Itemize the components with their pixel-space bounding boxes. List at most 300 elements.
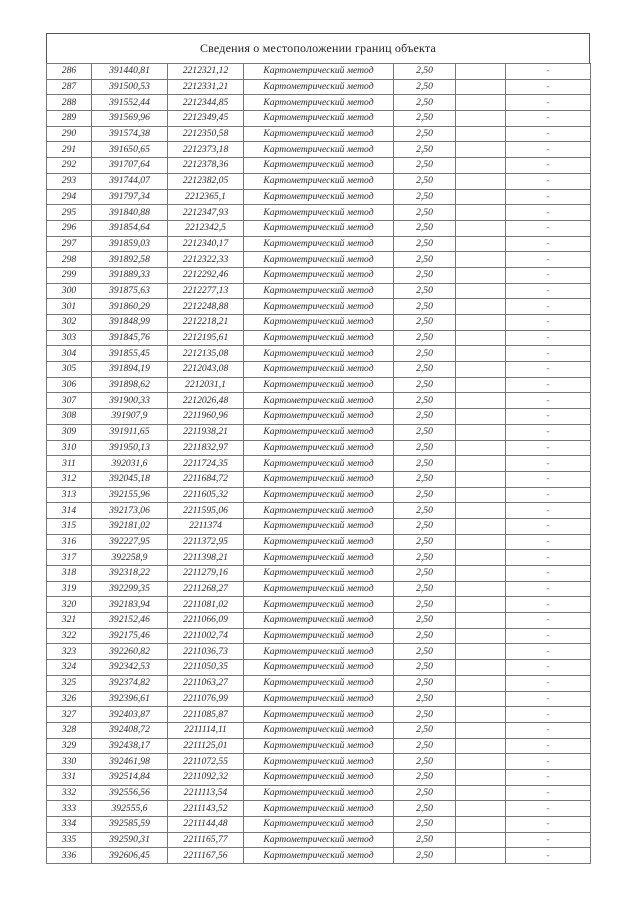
table-row xyxy=(47,613,591,629)
table-row xyxy=(47,817,591,833)
dash-cell: - xyxy=(506,832,591,848)
table-row xyxy=(47,644,591,660)
y-coordinate-cell: 2212292,46 xyxy=(168,267,244,283)
y-coordinate-cell: 2211002,74 xyxy=(168,628,244,644)
dash-cell: - xyxy=(506,252,591,268)
x-coordinate-cell: 392461,98 xyxy=(92,754,168,770)
empty-cell xyxy=(456,111,506,127)
accuracy-cell: 2,50 xyxy=(394,832,456,848)
dash-cell: - xyxy=(506,158,591,174)
dash-cell: - xyxy=(506,817,591,833)
x-coordinate-cell: 392403,87 xyxy=(92,707,168,723)
y-coordinate-cell: 2212321,12 xyxy=(168,64,244,80)
point-number-cell: 318 xyxy=(47,566,92,582)
y-coordinate-cell: 2212031,1 xyxy=(168,377,244,393)
x-coordinate-cell: 391797,34 xyxy=(92,189,168,205)
x-coordinate-cell: 392258,9 xyxy=(92,550,168,566)
y-coordinate-cell: 2211832,97 xyxy=(168,440,244,456)
method-cell: Картометрический метод xyxy=(244,550,394,566)
dash-cell: - xyxy=(506,79,591,95)
empty-cell xyxy=(456,236,506,252)
y-coordinate-cell: 2211960,96 xyxy=(168,409,244,425)
x-coordinate-cell: 391950,13 xyxy=(92,440,168,456)
table-row xyxy=(47,566,591,582)
table-row xyxy=(47,362,591,378)
table-row xyxy=(47,173,591,189)
x-coordinate-cell: 391744,07 xyxy=(92,173,168,189)
accuracy-cell: 2,50 xyxy=(394,142,456,158)
point-number-cell: 305 xyxy=(47,362,92,378)
x-coordinate-cell: 391911,65 xyxy=(92,424,168,440)
y-coordinate-cell: 2211076,99 xyxy=(168,691,244,707)
table-row xyxy=(47,471,591,487)
x-coordinate-cell: 392342,53 xyxy=(92,660,168,676)
y-coordinate-cell: 2211085,87 xyxy=(168,707,244,723)
point-number-cell: 315 xyxy=(47,518,92,534)
point-number-cell: 328 xyxy=(47,722,92,738)
table-row xyxy=(47,503,591,519)
accuracy-cell: 2,50 xyxy=(394,518,456,534)
empty-cell xyxy=(456,518,506,534)
dash-cell: - xyxy=(506,691,591,707)
table-row xyxy=(47,848,591,864)
table-row xyxy=(47,597,591,613)
accuracy-cell: 2,50 xyxy=(394,346,456,362)
dash-cell: - xyxy=(506,362,591,378)
empty-cell xyxy=(456,283,506,299)
dash-cell: - xyxy=(506,644,591,660)
point-number-cell: 304 xyxy=(47,346,92,362)
y-coordinate-cell: 2211072,55 xyxy=(168,754,244,770)
empty-cell xyxy=(456,660,506,676)
empty-cell xyxy=(456,424,506,440)
dash-cell: - xyxy=(506,440,591,456)
table-row xyxy=(47,487,591,503)
table-row xyxy=(47,236,591,252)
accuracy-cell: 2,50 xyxy=(394,691,456,707)
empty-cell xyxy=(456,769,506,785)
point-number-cell: 292 xyxy=(47,158,92,174)
coordinates-table xyxy=(46,63,591,864)
x-coordinate-cell: 392173,06 xyxy=(92,503,168,519)
table-row xyxy=(47,801,591,817)
table-row xyxy=(47,550,591,566)
point-number-cell: 326 xyxy=(47,691,92,707)
method-cell: Картометрический метод xyxy=(244,644,394,660)
empty-cell xyxy=(456,785,506,801)
method-cell: Картометрический метод xyxy=(244,675,394,691)
document-sheet xyxy=(46,33,590,864)
accuracy-cell: 2,50 xyxy=(394,111,456,127)
point-number-cell: 333 xyxy=(47,801,92,817)
y-coordinate-cell: 2212344,85 xyxy=(168,95,244,111)
x-coordinate-cell: 392318,22 xyxy=(92,566,168,582)
dash-cell: - xyxy=(506,769,591,785)
dash-cell: - xyxy=(506,299,591,315)
empty-cell xyxy=(456,707,506,723)
y-coordinate-cell: 2211092,32 xyxy=(168,769,244,785)
accuracy-cell: 2,50 xyxy=(394,64,456,80)
table-row xyxy=(47,346,591,362)
x-coordinate-cell: 392556,56 xyxy=(92,785,168,801)
accuracy-cell: 2,50 xyxy=(394,769,456,785)
method-cell: Картометрический метод xyxy=(244,95,394,111)
empty-cell xyxy=(456,158,506,174)
x-coordinate-cell: 392227,95 xyxy=(92,534,168,550)
method-cell: Картометрический метод xyxy=(244,220,394,236)
empty-cell xyxy=(456,189,506,205)
method-cell: Картометрический метод xyxy=(244,126,394,142)
point-number-cell: 334 xyxy=(47,817,92,833)
y-coordinate-cell: 2211167,56 xyxy=(168,848,244,864)
point-number-cell: 308 xyxy=(47,409,92,425)
method-cell: Картометрический метод xyxy=(244,330,394,346)
empty-cell xyxy=(456,173,506,189)
empty-cell xyxy=(456,315,506,331)
method-cell: Картометрический метод xyxy=(244,158,394,174)
x-coordinate-cell: 392606,45 xyxy=(92,848,168,864)
point-number-cell: 335 xyxy=(47,832,92,848)
x-coordinate-cell: 392260,82 xyxy=(92,644,168,660)
method-cell: Картометрический метод xyxy=(244,440,394,456)
y-coordinate-cell: 2212340,17 xyxy=(168,236,244,252)
accuracy-cell: 2,50 xyxy=(394,817,456,833)
y-coordinate-cell: 2211595,06 xyxy=(168,503,244,519)
x-coordinate-cell: 391900,33 xyxy=(92,393,168,409)
dash-cell: - xyxy=(506,267,591,283)
x-coordinate-cell: 392514,84 xyxy=(92,769,168,785)
dash-cell: - xyxy=(506,471,591,487)
point-number-cell: 301 xyxy=(47,299,92,315)
method-cell: Картометрический метод xyxy=(244,503,394,519)
accuracy-cell: 2,50 xyxy=(394,315,456,331)
empty-cell xyxy=(456,299,506,315)
x-coordinate-cell: 391500,53 xyxy=(92,79,168,95)
point-number-cell: 311 xyxy=(47,456,92,472)
point-number-cell: 298 xyxy=(47,252,92,268)
empty-cell xyxy=(456,628,506,644)
accuracy-cell: 2,50 xyxy=(394,236,456,252)
method-cell: Картометрический метод xyxy=(244,534,394,550)
method-cell: Картометрический метод xyxy=(244,801,394,817)
dash-cell: - xyxy=(506,173,591,189)
coordinates-table-body xyxy=(47,64,591,864)
accuracy-cell: 2,50 xyxy=(394,785,456,801)
accuracy-cell: 2,50 xyxy=(394,299,456,315)
dash-cell: - xyxy=(506,346,591,362)
y-coordinate-cell: 2211372,95 xyxy=(168,534,244,550)
accuracy-cell: 2,50 xyxy=(394,95,456,111)
method-cell: Картометрический метод xyxy=(244,707,394,723)
empty-cell xyxy=(456,801,506,817)
accuracy-cell: 2,50 xyxy=(394,613,456,629)
y-coordinate-cell: 2212347,93 xyxy=(168,205,244,221)
empty-cell xyxy=(456,64,506,80)
method-cell: Картометрический метод xyxy=(244,456,394,472)
table-row xyxy=(47,377,591,393)
table-row xyxy=(47,581,591,597)
method-cell: Картометрический метод xyxy=(244,613,394,629)
point-number-cell: 288 xyxy=(47,95,92,111)
dash-cell: - xyxy=(506,330,591,346)
accuracy-cell: 2,50 xyxy=(394,503,456,519)
accuracy-cell: 2,50 xyxy=(394,220,456,236)
point-number-cell: 316 xyxy=(47,534,92,550)
dash-cell: - xyxy=(506,205,591,221)
empty-cell xyxy=(456,409,506,425)
dash-cell: - xyxy=(506,848,591,864)
accuracy-cell: 2,50 xyxy=(394,597,456,613)
table-row xyxy=(47,660,591,676)
x-coordinate-cell: 392031,6 xyxy=(92,456,168,472)
accuracy-cell: 2,50 xyxy=(394,189,456,205)
empty-cell xyxy=(456,722,506,738)
dash-cell: - xyxy=(506,393,591,409)
table-row xyxy=(47,142,591,158)
empty-cell xyxy=(456,675,506,691)
point-number-cell: 299 xyxy=(47,267,92,283)
method-cell: Картометрический метод xyxy=(244,362,394,378)
point-number-cell: 297 xyxy=(47,236,92,252)
x-coordinate-cell: 392181,02 xyxy=(92,518,168,534)
dash-cell: - xyxy=(506,503,591,519)
y-coordinate-cell: 2211036,73 xyxy=(168,644,244,660)
empty-cell xyxy=(456,503,506,519)
table-row xyxy=(47,534,591,550)
accuracy-cell: 2,50 xyxy=(394,173,456,189)
accuracy-cell: 2,50 xyxy=(394,126,456,142)
dash-cell: - xyxy=(506,581,591,597)
x-coordinate-cell: 391894,19 xyxy=(92,362,168,378)
y-coordinate-cell: 2212342,5 xyxy=(168,220,244,236)
point-number-cell: 317 xyxy=(47,550,92,566)
table-row xyxy=(47,785,591,801)
dash-cell: - xyxy=(506,424,591,440)
table-row xyxy=(47,299,591,315)
point-number-cell: 295 xyxy=(47,205,92,221)
y-coordinate-cell: 2211050,35 xyxy=(168,660,244,676)
empty-cell xyxy=(456,330,506,346)
x-coordinate-cell: 391440,81 xyxy=(92,64,168,80)
dash-cell: - xyxy=(506,456,591,472)
point-number-cell: 319 xyxy=(47,581,92,597)
accuracy-cell: 2,50 xyxy=(394,675,456,691)
method-cell: Картометрический метод xyxy=(244,79,394,95)
x-coordinate-cell: 391854,64 xyxy=(92,220,168,236)
method-cell: Картометрический метод xyxy=(244,487,394,503)
x-coordinate-cell: 391907,9 xyxy=(92,409,168,425)
y-coordinate-cell: 2211724,35 xyxy=(168,456,244,472)
dash-cell: - xyxy=(506,220,591,236)
accuracy-cell: 2,50 xyxy=(394,738,456,754)
y-coordinate-cell: 2211268,27 xyxy=(168,581,244,597)
dash-cell: - xyxy=(506,707,591,723)
method-cell: Картометрический метод xyxy=(244,111,394,127)
x-coordinate-cell: 392175,46 xyxy=(92,628,168,644)
table-row xyxy=(47,283,591,299)
table-row xyxy=(47,330,591,346)
empty-cell xyxy=(456,754,506,770)
dash-cell: - xyxy=(506,95,591,111)
method-cell: Картометрический метод xyxy=(244,581,394,597)
accuracy-cell: 2,50 xyxy=(394,534,456,550)
empty-cell xyxy=(456,832,506,848)
x-coordinate-cell: 391892,58 xyxy=(92,252,168,268)
accuracy-cell: 2,50 xyxy=(394,848,456,864)
table-row xyxy=(47,424,591,440)
point-number-cell: 313 xyxy=(47,487,92,503)
accuracy-cell: 2,50 xyxy=(394,754,456,770)
table-row xyxy=(47,111,591,127)
y-coordinate-cell: 2212043,08 xyxy=(168,362,244,378)
x-coordinate-cell: 391898,62 xyxy=(92,377,168,393)
table-row xyxy=(47,691,591,707)
accuracy-cell: 2,50 xyxy=(394,267,456,283)
dash-cell: - xyxy=(506,518,591,534)
accuracy-cell: 2,50 xyxy=(394,158,456,174)
point-number-cell: 300 xyxy=(47,283,92,299)
x-coordinate-cell: 391860,29 xyxy=(92,299,168,315)
dash-cell: - xyxy=(506,315,591,331)
accuracy-cell: 2,50 xyxy=(394,456,456,472)
point-number-cell: 336 xyxy=(47,848,92,864)
empty-cell xyxy=(456,346,506,362)
method-cell: Картометрический метод xyxy=(244,471,394,487)
accuracy-cell: 2,50 xyxy=(394,409,456,425)
table-row xyxy=(47,315,591,331)
y-coordinate-cell: 2211684,72 xyxy=(168,471,244,487)
point-number-cell: 303 xyxy=(47,330,92,346)
x-coordinate-cell: 392045,18 xyxy=(92,471,168,487)
accuracy-cell: 2,50 xyxy=(394,566,456,582)
y-coordinate-cell: 2212331,21 xyxy=(168,79,244,95)
x-coordinate-cell: 391855,45 xyxy=(92,346,168,362)
dash-cell: - xyxy=(506,487,591,503)
table-row xyxy=(47,409,591,425)
x-coordinate-cell: 391889,33 xyxy=(92,267,168,283)
x-coordinate-cell: 392438,17 xyxy=(92,738,168,754)
y-coordinate-cell: 2211165,77 xyxy=(168,832,244,848)
y-coordinate-cell: 2212218,21 xyxy=(168,315,244,331)
point-number-cell: 287 xyxy=(47,79,92,95)
y-coordinate-cell: 2212195,61 xyxy=(168,330,244,346)
point-number-cell: 330 xyxy=(47,754,92,770)
point-number-cell: 322 xyxy=(47,628,92,644)
dash-cell: - xyxy=(506,236,591,252)
x-coordinate-cell: 391848,99 xyxy=(92,315,168,331)
method-cell: Картометрический метод xyxy=(244,173,394,189)
x-coordinate-cell: 392590,31 xyxy=(92,832,168,848)
table-row xyxy=(47,675,591,691)
method-cell: Картометрический метод xyxy=(244,283,394,299)
dash-cell: - xyxy=(506,534,591,550)
empty-cell xyxy=(456,848,506,864)
y-coordinate-cell: 2211398,21 xyxy=(168,550,244,566)
accuracy-cell: 2,50 xyxy=(394,487,456,503)
method-cell: Картометрический метод xyxy=(244,299,394,315)
point-number-cell: 321 xyxy=(47,613,92,629)
x-coordinate-cell: 391875,63 xyxy=(92,283,168,299)
accuracy-cell: 2,50 xyxy=(394,252,456,268)
x-coordinate-cell: 391840,88 xyxy=(92,205,168,221)
table-row xyxy=(47,518,591,534)
x-coordinate-cell: 391859,03 xyxy=(92,236,168,252)
y-coordinate-cell: 2212277,13 xyxy=(168,283,244,299)
dash-cell: - xyxy=(506,377,591,393)
dash-cell: - xyxy=(506,754,591,770)
table-row xyxy=(47,64,591,80)
empty-cell xyxy=(456,267,506,283)
dash-cell: - xyxy=(506,722,591,738)
dash-cell: - xyxy=(506,409,591,425)
accuracy-cell: 2,50 xyxy=(394,330,456,346)
y-coordinate-cell: 2211279,16 xyxy=(168,566,244,582)
empty-cell xyxy=(456,471,506,487)
dash-cell: - xyxy=(506,675,591,691)
dash-cell: - xyxy=(506,126,591,142)
empty-cell xyxy=(456,644,506,660)
method-cell: Картометрический метод xyxy=(244,346,394,362)
accuracy-cell: 2,50 xyxy=(394,362,456,378)
table-row xyxy=(47,189,591,205)
x-coordinate-cell: 392408,72 xyxy=(92,722,168,738)
method-cell: Картометрический метод xyxy=(244,142,394,158)
table-row xyxy=(47,95,591,111)
point-number-cell: 307 xyxy=(47,393,92,409)
empty-cell xyxy=(456,691,506,707)
method-cell: Картометрический метод xyxy=(244,785,394,801)
point-number-cell: 331 xyxy=(47,769,92,785)
x-coordinate-cell: 391552,44 xyxy=(92,95,168,111)
dash-cell: - xyxy=(506,550,591,566)
empty-cell xyxy=(456,597,506,613)
empty-cell xyxy=(456,362,506,378)
empty-cell xyxy=(456,487,506,503)
x-coordinate-cell: 391574,38 xyxy=(92,126,168,142)
accuracy-cell: 2,50 xyxy=(394,581,456,597)
method-cell: Картометрический метод xyxy=(244,597,394,613)
empty-cell xyxy=(456,393,506,409)
y-coordinate-cell: 2211125,01 xyxy=(168,738,244,754)
y-coordinate-cell: 2211938,21 xyxy=(168,424,244,440)
point-number-cell: 293 xyxy=(47,173,92,189)
table-row xyxy=(47,832,591,848)
method-cell: Картометрический метод xyxy=(244,64,394,80)
point-number-cell: 302 xyxy=(47,315,92,331)
table-row xyxy=(47,722,591,738)
method-cell: Картометрический метод xyxy=(244,566,394,582)
point-number-cell: 320 xyxy=(47,597,92,613)
method-cell: Картометрический метод xyxy=(244,236,394,252)
empty-cell xyxy=(456,79,506,95)
method-cell: Картометрический метод xyxy=(244,518,394,534)
empty-cell xyxy=(456,534,506,550)
accuracy-cell: 2,50 xyxy=(394,283,456,299)
empty-cell xyxy=(456,581,506,597)
accuracy-cell: 2,50 xyxy=(394,440,456,456)
x-coordinate-cell: 391650,65 xyxy=(92,142,168,158)
x-coordinate-cell: 391845,76 xyxy=(92,330,168,346)
point-number-cell: 310 xyxy=(47,440,92,456)
y-coordinate-cell: 2211113,54 xyxy=(168,785,244,801)
y-coordinate-cell: 2211144,48 xyxy=(168,817,244,833)
method-cell: Картометрический метод xyxy=(244,769,394,785)
x-coordinate-cell: 391707,64 xyxy=(92,158,168,174)
method-cell: Картометрический метод xyxy=(244,393,394,409)
table-row xyxy=(47,440,591,456)
x-coordinate-cell: 392374,82 xyxy=(92,675,168,691)
accuracy-cell: 2,50 xyxy=(394,660,456,676)
